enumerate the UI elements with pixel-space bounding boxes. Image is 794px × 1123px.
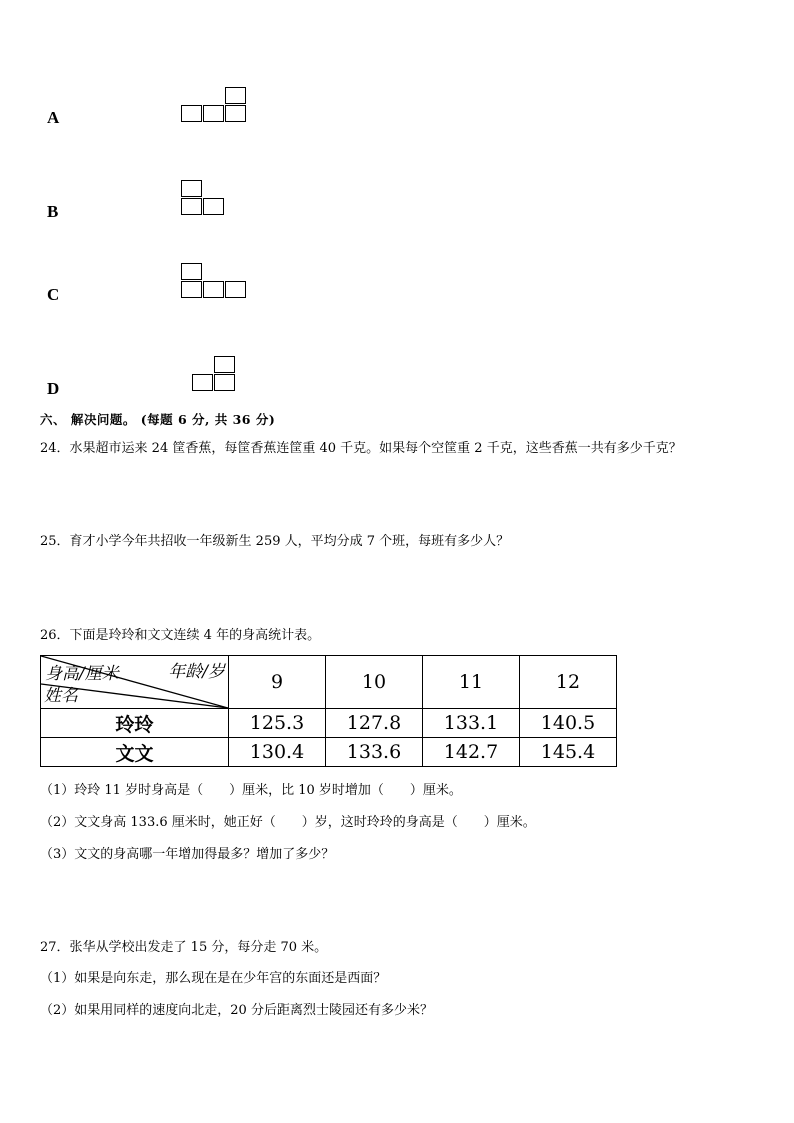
- table-cell: 133.1: [423, 709, 520, 738]
- square-cell: [192, 374, 213, 391]
- table-header-cell: 11: [423, 656, 520, 709]
- square-cell: [181, 180, 202, 197]
- square-cell: [203, 281, 224, 298]
- square-cell: [225, 87, 246, 104]
- square-cell: [225, 105, 246, 122]
- square-cell: [181, 281, 202, 298]
- table-cell: 127.8: [326, 709, 423, 738]
- table-row: [41, 709, 617, 738]
- table-cell: 140.5: [520, 709, 617, 738]
- square-cell: [181, 198, 202, 215]
- table-cell: 133.6: [326, 738, 423, 767]
- table-cell: 142.7: [423, 738, 520, 767]
- square-cell: [214, 356, 235, 373]
- question-25: 25．育才小学今年共招收一年级新生 259 人，平均分成 7 个班，每班有多少人？: [40, 534, 510, 549]
- square-cell: [181, 263, 202, 280]
- table-row-name: 玲玲: [41, 709, 229, 738]
- header-name: 姓名: [44, 686, 78, 706]
- square-cell: [225, 281, 246, 298]
- question-27-part-2: （2）如果用同样的速度向北走，20 分后距离烈士陵园还有多少米？: [40, 1003, 433, 1018]
- table-header-cell: 10: [326, 656, 423, 709]
- option-a-figure: [181, 87, 251, 127]
- section-title: 六、 解决问题。 (每题 6 分, 共 36 分): [40, 412, 276, 427]
- table-diagonal-header: [41, 656, 229, 709]
- table-cell: 125.3: [229, 709, 326, 738]
- question-27-part-1: （1）如果是向东走，那么现在是在少年宫的东面还是西面？: [40, 971, 387, 986]
- table-header-cell: 9: [229, 656, 326, 709]
- table-header-row: [41, 656, 617, 709]
- table-header-cell: 12: [520, 656, 617, 709]
- option-c-figure: [181, 263, 251, 303]
- question-27: 27．张华从学校出发走了 15 分，每分走 70 米。: [40, 940, 328, 955]
- table-cell: 145.4: [520, 738, 617, 767]
- option-b-figure: [181, 180, 231, 220]
- option-d-figure: [192, 356, 242, 396]
- question-24: 24．水果超市运来 24 筐香蕉，每筐香蕉连筐重 40 千克。如果每个空筐重 2 千克，这些香蕉一共有多少千克？: [40, 441, 682, 456]
- header-height-unit: 身高/厘米: [45, 664, 119, 684]
- option-c-label: C: [47, 285, 60, 304]
- table-row: [41, 738, 617, 767]
- square-cell: [181, 105, 202, 122]
- question-26-part-1: （1）玲玲 11 岁时身高是（ ）厘米，比 10 岁时增加（ ）厘米。: [40, 783, 462, 798]
- table-row-name: 文文: [41, 738, 229, 767]
- square-cell: [214, 374, 235, 391]
- table-cell: 130.4: [229, 738, 326, 767]
- question-26-part-2: （2）文文身高 133.6 厘米时，她正好（ ）岁，这时玲玲的身高是（ ）厘米。: [40, 815, 536, 830]
- option-d-label: D: [47, 379, 60, 398]
- height-table: [40, 655, 617, 767]
- square-cell: [203, 198, 224, 215]
- square-cell: [203, 105, 224, 122]
- option-a-label: A: [47, 108, 60, 127]
- question-26-part-3: （3）文文的身高哪一年增加得最多？增加了多少？: [40, 847, 335, 862]
- header-age-unit: 年龄/岁: [168, 662, 225, 682]
- option-b-label: B: [47, 202, 59, 221]
- question-26: 26．下面是玲玲和文文连续 4 年的身高统计表。: [40, 628, 321, 643]
